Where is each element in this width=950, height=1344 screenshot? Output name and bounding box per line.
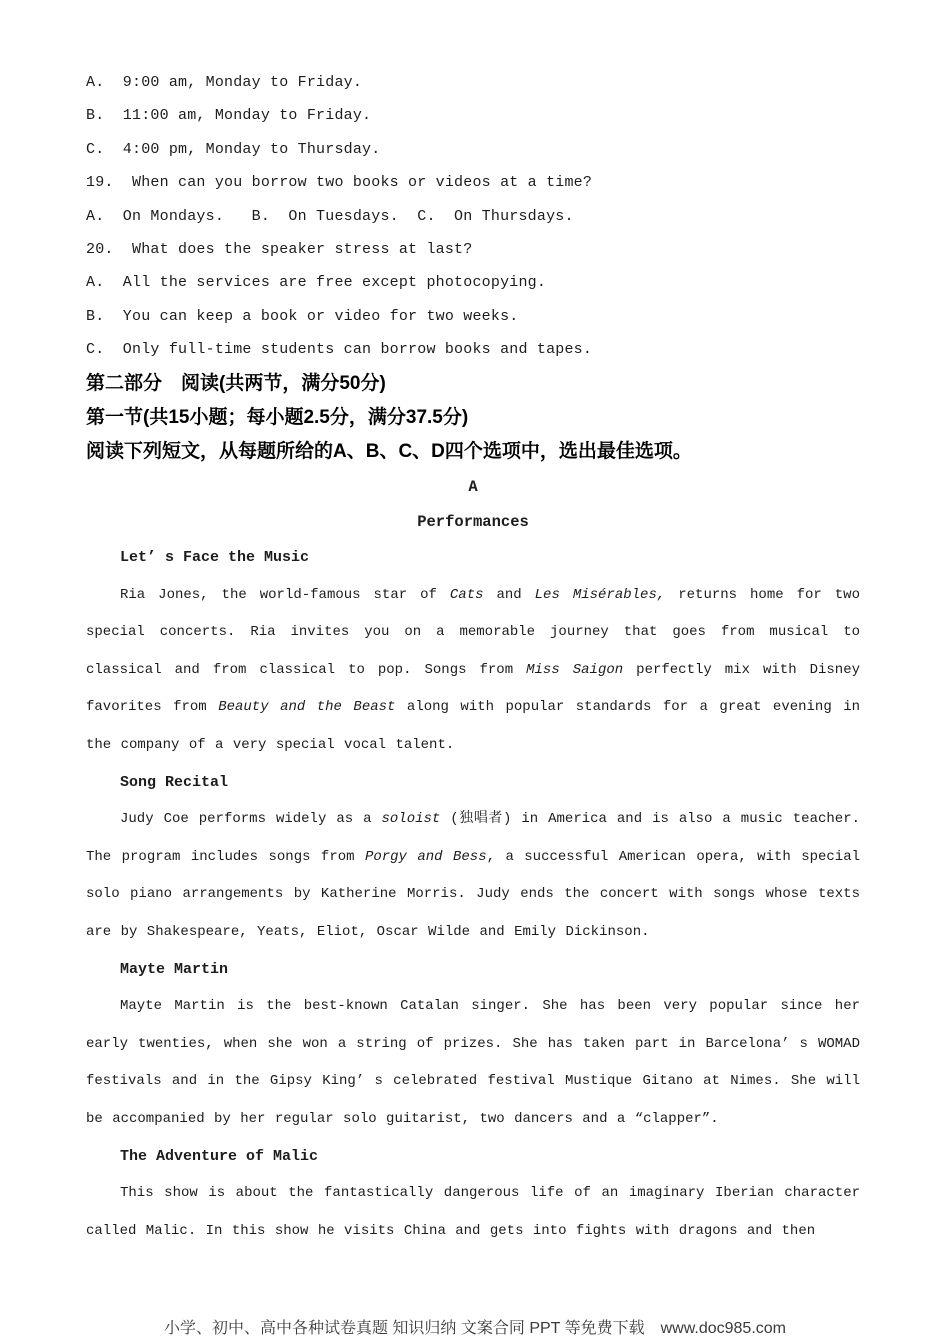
italic-text-run: soloist: [381, 811, 441, 828]
text-run: (独唱者) in America and is also a music teacher. The program includes songs from: [86, 811, 860, 865]
italic-text-run: Miss Saigon: [526, 661, 624, 678]
footer-watermark: 小学、初中、高中各种试卷真题 知识归纳 文案合同 PPT 等免费下载 www.doc985.com: [163, 1320, 786, 1337]
part2-heading: 第二部分 阅读(共两节，满分50分): [86, 372, 386, 394]
passage-section-heading: Let’ s Face the Music: [120, 549, 310, 567]
passage-section-heading: The Adventure of Malic: [120, 1147, 319, 1165]
italic-text-run: Porgy and Bess: [364, 848, 487, 865]
passage-title: Performances: [417, 512, 529, 531]
italic-text-run: Beauty and the Beast: [218, 699, 396, 716]
passage-paragraph: [86, 801, 860, 951]
reading-instruction: 阅读下列短文，从每题所给的A、B、C、D四个选项中，选出最佳选项。: [86, 441, 692, 463]
italic-text-run: Cats: [449, 586, 484, 603]
question-line: A. On Mondays. B. On Tuesdays. C. On Thursdays.: [86, 207, 574, 225]
question-line: B. You can keep a book or video for two weeks.: [86, 307, 519, 325]
questions-block: [86, 66, 860, 367]
passage-paragraph: [86, 577, 860, 764]
passage-sections: [86, 539, 860, 1250]
question-line: C. Only full-time students can borrow books and tapes.: [86, 341, 593, 359]
text-run: and: [483, 586, 535, 603]
italic-text-run: Les Misérables,: [534, 586, 666, 603]
question-line: 20. What does the speaker stress at last?: [86, 241, 473, 259]
passage-paragraph: [86, 1175, 860, 1250]
text-run: , a successful American opera, with special solo piano arrangements by Katherine Morris. Judy ends the concert with songs whose texts are by Shakespeare, Yeats, Eliot, Oscar Wilde and Emily Dickinson.: [86, 848, 861, 940]
text-run: Judy Coe performs widely as a: [120, 811, 382, 828]
text-run: returns home for two special concerts. Ria invites you on a memorable journey that goes from musical to classical and from classical to pop. Songs from: [86, 586, 860, 678]
page-content: [86, 66, 860, 1250]
text-run: This show is about the fantastically dangerous life of an imaginary Iberian character called Malic. In this show he visits China and gets into fights with dragons and then: [86, 1185, 860, 1239]
question-line: B. 11:00 am, Monday to Friday.: [86, 107, 372, 125]
passage-section-heading: Song Recital: [120, 773, 229, 791]
text-run: along with popular standards for a great evening in the company of a very special vocal talent.: [86, 699, 861, 753]
text-run: perfectly mix with Disney favorites from: [86, 661, 861, 716]
question-line: A. All the services are free except photocopying.: [86, 274, 547, 292]
passage-paragraph: [86, 988, 860, 1138]
question-line: C. 4:00 pm, Monday to Thursday.: [86, 140, 381, 158]
question-line: 19. When can you borrow two books or videos at a time?: [86, 174, 593, 192]
passage-section-heading: Mayte Martin: [120, 960, 229, 978]
text-run: Ria Jones, the world-famous star of: [120, 586, 450, 603]
passage-label: A: [468, 477, 478, 496]
section1-heading: 第一节(共15小题；每小题2.5分，满分37.5分): [86, 407, 469, 429]
question-line: A. 9:00 am, Monday to Friday.: [86, 74, 363, 91]
text-run: Mayte Martin is the best-known Catalan singer. She has been very popular since her early twenties, when she won a string of prizes. She has taken part in Barcelona’ s WOMAD festivals and in the Gipsy King’ s celebrated festival Mustique Gitano at Nimes. She will be accompanied by her regular solo guitarist, two dancers and a “clapper”.: [86, 998, 860, 1127]
